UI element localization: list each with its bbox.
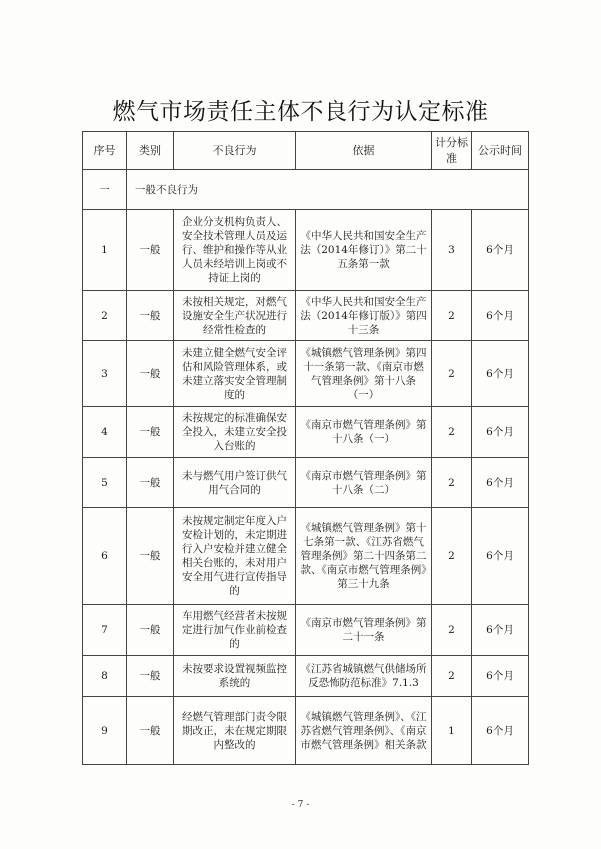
row-category: 一般 [127, 605, 174, 656]
row-score: 2 [432, 291, 472, 341]
col-header-score: 计分标准 [432, 132, 472, 170]
row-score: 2 [432, 656, 472, 697]
row-number: 7 [83, 605, 127, 656]
table-row [83, 291, 529, 341]
col-header-behavior: 不良行为 [174, 132, 296, 170]
row-basis: 《南京市燃气管理条例》第十八条（一） [296, 407, 432, 458]
page-number: - 7 - [291, 800, 310, 810]
table-row [83, 341, 529, 407]
row-time: 6个月 [472, 407, 529, 458]
row-behavior: 未建立健全燃气安全评估和风险管理体系，或未建立落实安全管理制度的 [174, 341, 296, 407]
row-category: 一般 [127, 508, 174, 605]
row-number: 6 [83, 508, 127, 605]
row-basis: 《江苏省城镇燃气供储场所反恐怖防范标准》7.1.3 [296, 656, 432, 697]
col-header-category: 类别 [127, 132, 174, 170]
standards-table [82, 131, 529, 765]
row-behavior: 经燃气管理部门责令限期改正，未在规定期限内整改的 [174, 697, 296, 765]
row-basis: 《中华人民共和国安全生产法（2014年修订）》第二十五条第一款 [296, 210, 432, 291]
row-score: 1 [432, 697, 472, 765]
row-time: 6个月 [472, 697, 529, 765]
row-category: 一般 [127, 656, 174, 697]
row-number: 8 [83, 656, 127, 697]
row-time: 6个月 [472, 605, 529, 656]
row-basis: 《南京市燃气管理条例》第十八条（二） [296, 458, 432, 508]
table-row [83, 508, 529, 605]
section-label: 一般不良行为 [127, 170, 529, 210]
row-number: 3 [83, 341, 127, 407]
row-number: 9 [83, 697, 127, 765]
row-score: 3 [432, 210, 472, 291]
row-score: 2 [432, 508, 472, 605]
row-basis: 《城镇燃气管理条例》第十七条第一款、《江苏省燃气管理条例》第二十四条第二款、《南京市燃气管理条例》第三十九条 [296, 508, 432, 605]
row-number: 5 [83, 458, 127, 508]
header-row [83, 132, 529, 170]
row-basis: 《中华人民共和国安全生产法（2014年修订版）》第四十三条 [296, 291, 432, 341]
col-header-basis: 依据 [296, 132, 432, 170]
row-time: 6个月 [472, 341, 529, 407]
table-row [83, 458, 529, 508]
table-row [83, 697, 529, 765]
table-row [83, 210, 529, 291]
table-row [83, 656, 529, 697]
page-title: 燃气市场责任主体不良行为认定标准 [112, 99, 489, 125]
row-number: 2 [83, 291, 127, 341]
section-row [83, 170, 529, 210]
table-row [83, 407, 529, 458]
row-category: 一般 [127, 210, 174, 291]
row-behavior: 企业分支机构负责人、安全技术管理人员及运行、维护和操作等从业人员未经培训上岗或不持证上岗的 [174, 210, 296, 291]
col-header-time: 公示时间 [472, 132, 529, 170]
row-category: 一般 [127, 407, 174, 458]
row-score: 2 [432, 341, 472, 407]
row-behavior: 车用燃气经营者未按规定进行加气作业前检查的 [174, 605, 296, 656]
row-behavior: 未按规定的标准确保安全投入，未建立安全投入台账的 [174, 407, 296, 458]
row-score: 2 [432, 458, 472, 508]
row-behavior: 未按相关规定，对燃气设施安全生产状况进行经常性检查的 [174, 291, 296, 341]
row-time: 6个月 [472, 291, 529, 341]
row-basis: 《城镇燃气管理条例》第四十一条第一款、《南京市燃气管理条例》第十八条（一） [296, 341, 432, 407]
row-time: 6个月 [472, 508, 529, 605]
table-row [83, 605, 529, 656]
row-number: 4 [83, 407, 127, 458]
section-number: 一 [83, 170, 127, 210]
row-category: 一般 [127, 458, 174, 508]
row-behavior: 未按规定制定年度入户安检计划的，未定期进行入户安检并建立健全相关台账的，未对用户安全用气进行宣传指导的 [174, 508, 296, 605]
row-score: 2 [432, 605, 472, 656]
row-score: 2 [432, 407, 472, 458]
row-basis: 《南京市燃气管理条例》第二十一条 [296, 605, 432, 656]
row-time: 6个月 [472, 656, 529, 697]
row-basis: 《城镇燃气管理条例》、《江苏省燃气管理条例》、《南京市燃气管理条例》相关条款 [296, 697, 432, 765]
row-category: 一般 [127, 291, 174, 341]
row-time: 6个月 [472, 458, 529, 508]
row-category: 一般 [127, 697, 174, 765]
row-behavior: 未与燃气用户签订供气用气合同的 [174, 458, 296, 508]
row-time: 6个月 [472, 210, 529, 291]
row-number: 1 [83, 210, 127, 291]
col-header-no: 序号 [83, 132, 127, 170]
row-behavior: 未按要求设置视频监控系统的 [174, 656, 296, 697]
row-category: 一般 [127, 341, 174, 407]
